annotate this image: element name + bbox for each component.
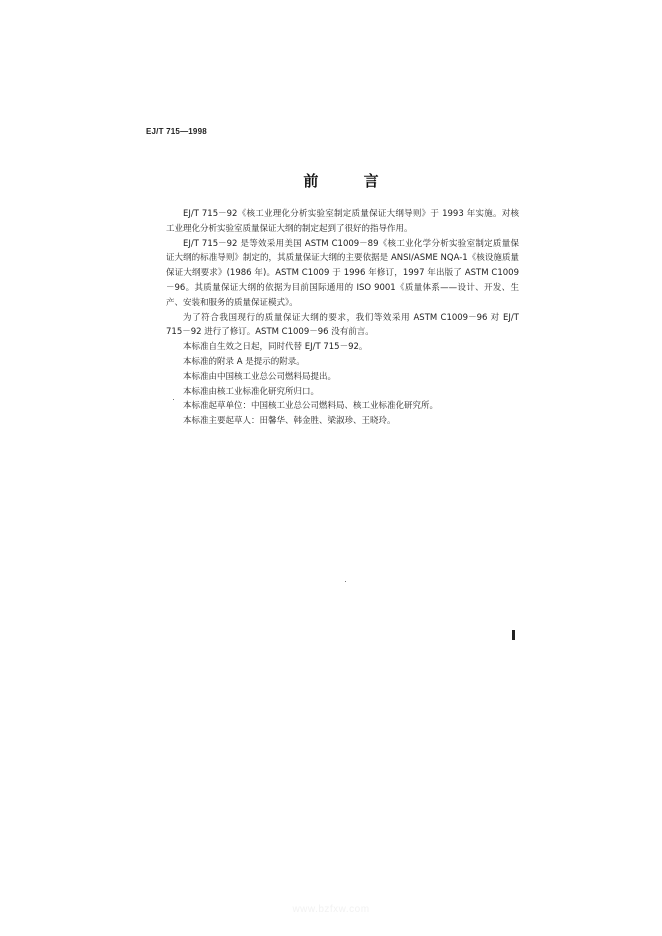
paragraph-9: 本标准主要起草人：田馨华、韩金胜、梁淑珍、王晓玲。 [183, 416, 396, 427]
paragraph-1: EJ/T 715－92《核工业理化分析实验室制定质量保证大纲导则》于 1993 年实施。对核工业理化分析实验室质量保证大纲的制定起到了很好的指导作用。 [166, 209, 519, 234]
paragraph-5: 本标准的附录 A 是提示的附录。 [183, 356, 305, 367]
speck-mark [345, 581, 346, 582]
paragraph-6: 本标准由中国核工业总公司燃料局提出。 [183, 371, 337, 382]
paragraph-7: 本标准由核工业标准化研究所归口。 [183, 386, 320, 397]
watermark-text: www.bzfxw.com [292, 904, 370, 915]
standard-code: EJ/T 715—1998 [146, 127, 207, 136]
speck-mark [173, 399, 174, 400]
paragraph-3: 为了符合我国现行的质量保证大纲的要求，我们等效采用 ASTM C1009－96 对 EJ/T 715－92 进行了修订。ASTM C1009－96 没有前言。 [166, 312, 519, 338]
page-title: 前 言 [303, 172, 399, 190]
page-number-mark [512, 630, 515, 640]
paragraph-4: 本标准自生效之日起，同时代替 EJ/T 715－92。 [183, 342, 368, 353]
paragraph-8: 本标准起草单位：中国核工业总公司燃料局、核工业标准化研究所。 [183, 401, 439, 412]
foreword-body [166, 207, 519, 429]
paragraph-2: EJ/T 715－92 是等效采用美国 ASTM C1009－89《核工业化学分析实验室制定质量保证大纲的标准导则》制定的，其质量保证大纲的主要依据是 ANSI/ASME NQA-1《核设施质量保证大纲要求》(1986 年)。ASTM C1009 于 1996 年修订，1997 年出版了 ASTM C1009－96。其质量保证大纲的依据为目前国际通用的 ISO 9001《质量体系——设计、开发、生产、安装和服务的质量保证模式》。 [166, 238, 519, 308]
